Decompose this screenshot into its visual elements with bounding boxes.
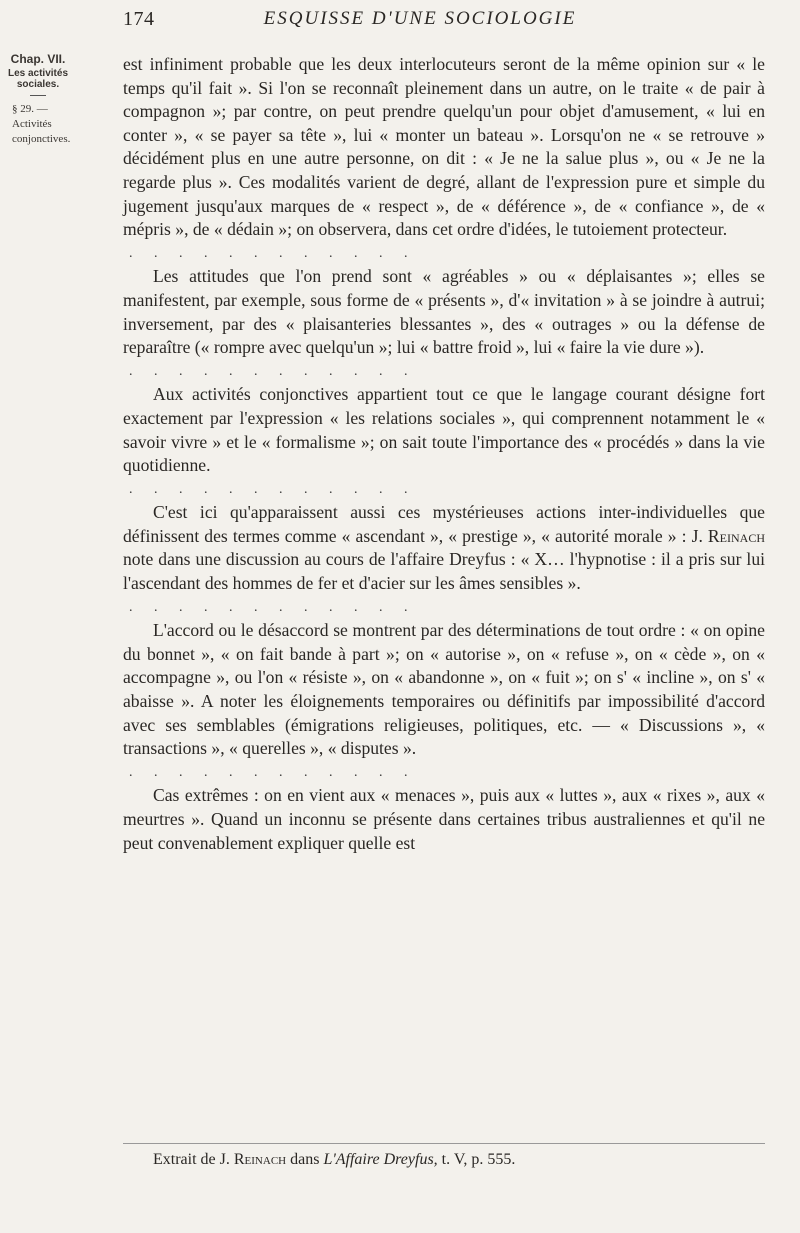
running-title: ESQUISSE D'UNE SOCIOLOGIE bbox=[263, 8, 577, 29]
section-break-dots: . . . . . . . . . . . . bbox=[129, 599, 417, 615]
margin-section: § 29. — Activités conjonctives. bbox=[12, 103, 71, 145]
margin-chapter: Chap. VII. bbox=[10, 52, 66, 66]
page-body bbox=[123, 53, 765, 855]
reinach-quote: note dans une discussion au cours de l'affaire Dreyfus : « X… l'hypnotise : il a pris sur lui l'ascendant des hommes de fer et d'acier sur les âmes sensibles ». bbox=[123, 549, 765, 594]
footnote-middle: dans bbox=[290, 1151, 320, 1168]
paragraph: Aux activités conjonctives appartient tout ce que le langage courant désigne fort exactement par l'expression « les relations sociales », qui comprennent notamment le « savoir vivre » et le « formalisme »; on sait toute l'importance des « procédés » dans la vie quotidienne. bbox=[123, 384, 765, 476]
page-number: 174 bbox=[123, 8, 155, 30]
margin-divider bbox=[30, 95, 46, 96]
section-break-dots: . . . . . . . . . . . . bbox=[129, 764, 417, 780]
page-header bbox=[0, 8, 800, 38]
footnote-prefix: Extrait de J. bbox=[153, 1151, 230, 1168]
reinach-name: Reinach bbox=[707, 525, 765, 546]
paragraph: est infiniment probable que les deux interlocuteurs seront de la même opinion sur « le temps qu'il fait ». Si l'on se reconnaît pleinement dans un autre, on le traite « de pair à compagnon »; par contre, on peut prendre quelqu'un pour objet d'amusement, « lui en conter », « se payer sa tête », lui « monter un bateau ». Lorsqu'on ne « se retrouve » décidément plus en une autre personne, on dit : « Je ne la salue plus », ou « Je ne la regarde plus ». Ces modalités varient de degré, allant de l'expression pure et simple du jugement jusqu'aux marques de « respect », de « déférence », de « confiance », de « mépris », de « dédain »; on observera, dans cet ordre d'idées, le tutoiement protecteur. bbox=[123, 54, 765, 240]
footnote bbox=[153, 1149, 515, 1171]
margin-notes bbox=[6, 52, 70, 147]
paragraph: L'accord ou le désaccord se montrent par des déterminations de tout ordre : « on opine du bonnet », « on fait bande à part »; on « autorise », on « refuse », on « cède », on « accompagne », ou l'on « résiste », on « abandonne », on « fuit »; on s' « incline », on s' « abaisse ». A noter les éloignements temporaires ou définitifs par impossibilité d'accord avec ses semblables (émigrations religieuses, politiques, etc. — « Discussions », « transactions », « querelles », « disputes ». bbox=[123, 620, 765, 759]
section-break-dots: . . . . . . . . . . . . bbox=[129, 363, 417, 379]
footnote-work: L'Affaire Dreyfus, bbox=[323, 1151, 438, 1168]
footnote-rule bbox=[123, 1143, 765, 1144]
section-break-dots: . . . . . . . . . . . . bbox=[129, 245, 417, 261]
paragraph: Les attitudes que l'on prend sont « agréables » ou « déplaisantes »; elles se manifestent, par exemple, sous forme de « présents », d'« invitation » à se joindre à autrui; inversement, par des « plaisanteries blessantes », des « outrages » ou la défense de reparaître (« rompre avec quelqu'un »; lui « battre froid », lui « faire la vie dure »). bbox=[123, 266, 765, 358]
footnote-author: Reinach bbox=[233, 1151, 287, 1168]
reinach-initial: J. bbox=[691, 525, 703, 546]
section-break-dots: . . . . . . . . . . . . bbox=[129, 481, 417, 497]
paragraph: Cas extrêmes : on en vient aux « menaces », puis aux « luttes », aux « rixes », aux « meurtres ». Quand un inconnu se présente dans certaines tribus australiennes et qu'il ne peut convenablement expliquer quelle est bbox=[123, 785, 765, 853]
paragraph-text: C'est ici qu'apparaissent aussi ces mystérieuses actions inter-individuelles que définissent des termes comme « ascendant », « prestige », « autorité morale » : bbox=[123, 502, 765, 546]
margin-chapter-title: Les activités sociales. bbox=[7, 68, 69, 90]
footnote-suffix: t. V, p. 555. bbox=[441, 1151, 516, 1168]
paragraph-reinach bbox=[123, 501, 765, 595]
